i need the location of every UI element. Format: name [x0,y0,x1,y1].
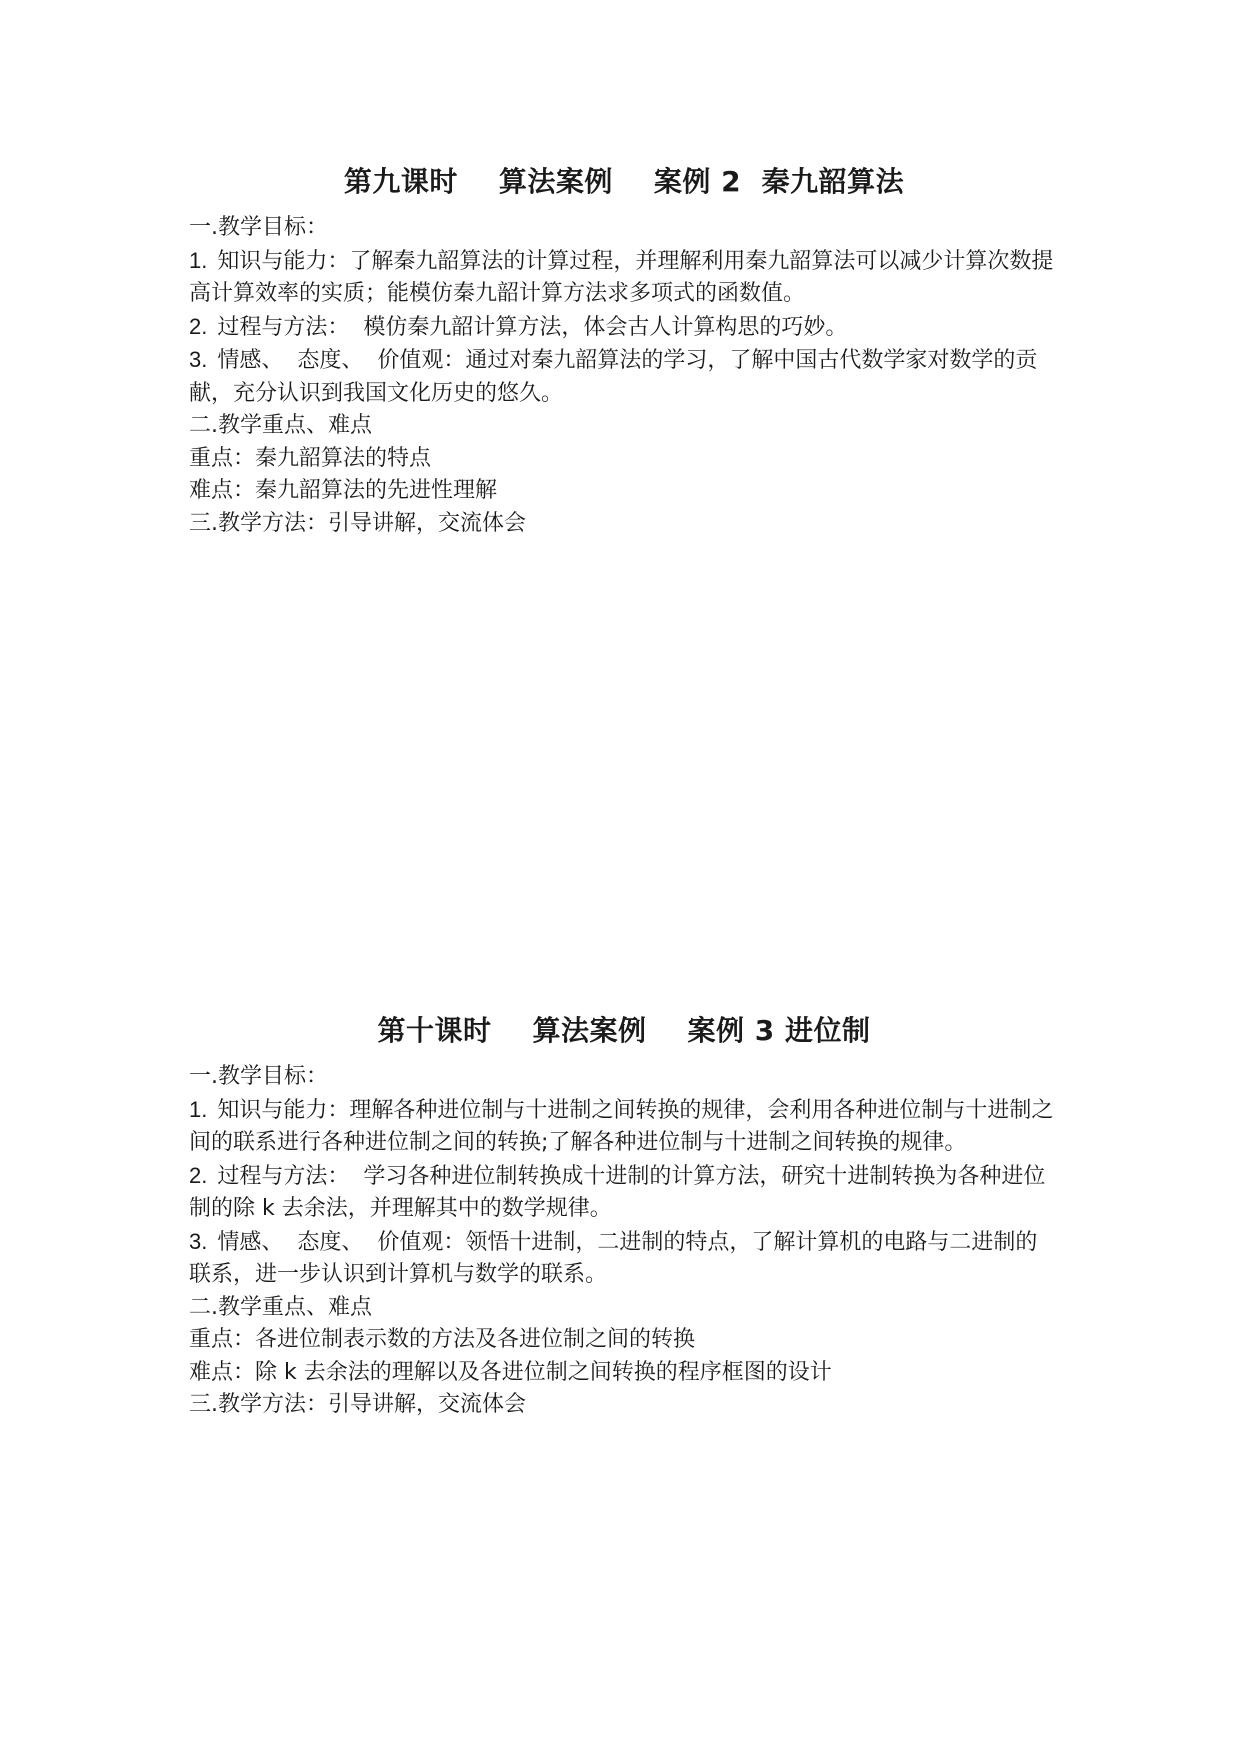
lesson-10-key-points-heading: 二.教学重点、难点 [189,1294,372,1320]
lesson-9-objective-3 [189,344,1059,410]
objective-text: 情感、 态度、 价值观：通过对秦九韶算法的学习，了解中国古代数学家对数学的贡献，充分认识到我国文化历史的悠久。 [189,348,1038,406]
objective-number: 3. [189,347,208,372]
objective-number: 2. [189,313,208,339]
objective-text: 过程与方法： 学习各种进位制转换成十进制的计算方法，研究十进制转换为各种进位制的除 k 去余法，并理解其中的数学规律。 [189,1163,1046,1221]
objective-text: 知识与能力：了解秦九韶算法的计算过程，并理解利用秦九韶算法可以减少计算次数提高计算效率的实质；能模仿秦九韶计算方法求多项式的函数值。 [189,248,1054,306]
lesson-9-key-point: 重点：秦九韶算法的特点 [189,445,432,471]
lesson-9-objectives-heading: 一.教学目标： [189,215,328,240]
lesson-9-title: 第九课时 算法案例 案例 2 秦九韶算法 [343,165,905,198]
lesson-10-teaching-method: 三.教学方法：引导讲解，交流体会 [189,1392,526,1417]
lesson-10-difficult-point: 难点：除 k 去余法的理解以及各进位制之间转换的程序框图的设计 [189,1359,832,1385]
lesson-10-objective-3 [189,1226,1059,1292]
lesson-9-objective-1 [189,245,1059,311]
objective-text: 情感、 态度、 价值观：领悟十进制，二进制的特点，了解计算机的电路与二进制的联系，进一步认识到计算机与数学的联系。 [189,1229,1038,1287]
lesson-9-difficult-point: 难点：秦九韶算法的先进性理解 [189,478,498,503]
lesson-10-key-point: 重点：各进位制表示数的方法及各进位制之间的转换 [189,1327,696,1352]
lesson-10-title: 第十课时 算法案例 案例 3 进位制 [377,1014,871,1047]
lesson-9-objective-2 [189,311,1059,345]
lesson-10-section [189,1011,1059,1422]
lesson-9-teaching-method: 三.教学方法：引导讲解，交流体会 [189,510,526,536]
lesson-9-section [189,162,1059,540]
objective-number: 1. [189,247,208,273]
objective-number: 1. [189,1096,208,1122]
objective-text: 知识与能力：理解各种进位制与十进制之间转换的规律，会利用各种进位制与十进制之间的联系进行各种进位制之间的转换;了解各种进位制与十进制之间转换的规律。 [189,1097,1054,1155]
lesson-9-key-points-heading: 二.教学重点、难点 [189,413,372,438]
objective-number: 3. [189,1228,208,1254]
lesson-10-objective-1 [189,1094,1059,1160]
objective-text: 过程与方法： 模仿秦九韶计算方法，体会古人计算构思的巧妙。 [217,314,848,340]
objective-number: 2. [189,1162,208,1188]
lesson-10-objectives-heading: 一.教学目标： [189,1064,328,1089]
lesson-10-objective-2 [189,1160,1059,1226]
